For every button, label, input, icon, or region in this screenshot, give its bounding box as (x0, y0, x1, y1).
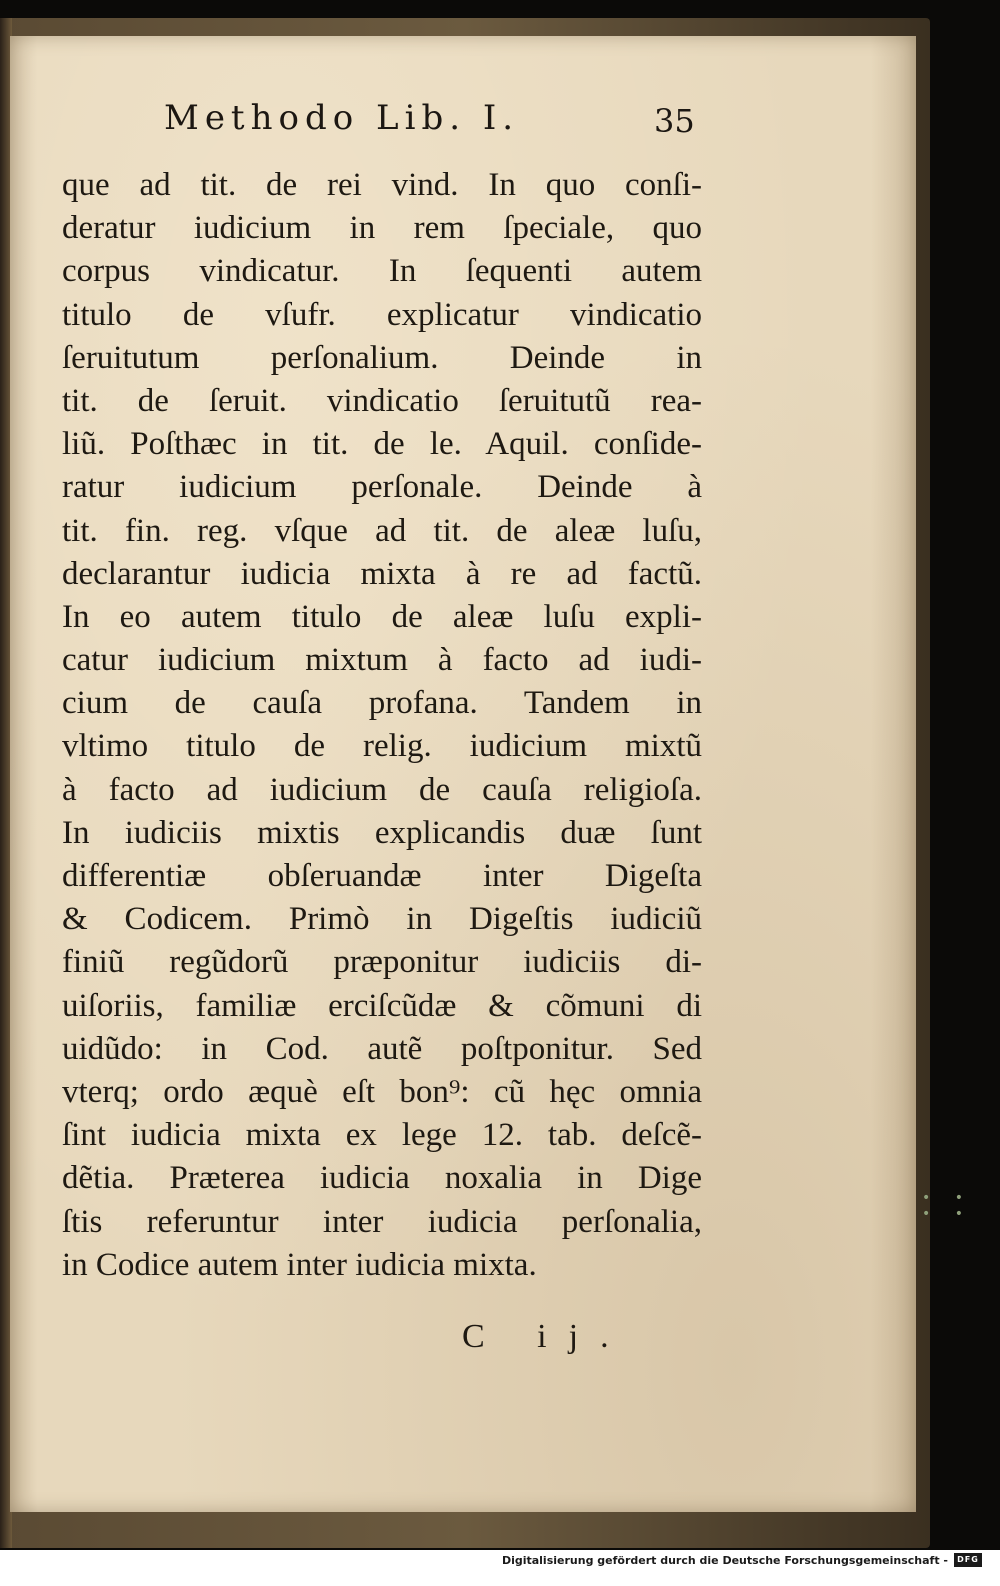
page-number: 35 (654, 102, 695, 140)
running-head: Methodo Lib. I. (164, 98, 520, 138)
body-text (62, 164, 702, 1287)
text-line: ratur iudicium perſonale. Deinde à (62, 469, 702, 506)
text-line: ſeruitutum perſonalium. Deinde in (62, 339, 702, 376)
text-line: cium de cauſa profana. Tandem in (62, 685, 702, 722)
text-line: que ad tit. de rei vind. In quo conſi- (62, 167, 702, 203)
text-line: ſint iudicia mixta ex lege 12. tab. deſcẽ- (62, 1117, 702, 1154)
text-line: ſtis referuntur inter iudicia perſonalia, (62, 1203, 702, 1240)
text-line: à facto ad iudicium de cauſa religioſa. (62, 771, 702, 808)
text-line: declarantur iudicia mixta à re ad factũ. (62, 555, 702, 592)
text-line: corpus vindicatur. In ſequenti autem (62, 253, 702, 290)
text-line: finiũ regũdorũ præponitur iudiciis di- (62, 944, 702, 981)
signature-mark: C ij. (462, 1318, 631, 1355)
text-line: vterq; ordo æquè eſt bon⁹: cũ hęc omnia (62, 1073, 702, 1110)
text-line: uiſoriis, familiæ erciſcũdæ & cõmuni di (62, 987, 702, 1024)
text-line: liũ. Poſthæc in tit. de le. Aquil. conſide- (62, 426, 702, 463)
margin-dots: • • • • (922, 1190, 973, 1222)
text-line: deratur iudicium in rem ſpeciale, quo (62, 210, 702, 247)
text-line: differentiæ obſeruandæ inter Digeſta (62, 858, 702, 894)
text-line: In eo autem titulo de aleæ luſu expli- (62, 598, 702, 635)
text-line: in Codice autem inter iudicia mixta. (62, 1246, 537, 1283)
text-line: In iudiciis mixtis explicandis duæ ſunt (62, 814, 702, 851)
text-line: uidũdo: in Cod. autẽ poſtponitur. Sed (62, 1030, 702, 1067)
text-line: tit. de ſeruit. vindicatio ſeruitutũ rea- (62, 382, 702, 419)
text-line: vltimo titulo de relig. iudicium mixtũ (62, 728, 702, 765)
text-line: dẽtia. Præterea iudicia noxalia in Dige (62, 1160, 702, 1197)
text-line: catur iudicium mixtum à facto ad iudi- (62, 642, 702, 679)
text-line: titulo de vſufr. explicatur vindicatio (62, 296, 702, 333)
digitization-credit: Digitalisierung gefördert durch die Deutsche Forschungsgemeinschaft - (501, 1554, 948, 1567)
text-line: tit. fin. reg. vſque ad tit. de aleæ luſu, (62, 512, 702, 549)
text-line: & Codicem. Primò in Digeſtis iudiciũ (62, 901, 702, 938)
dfg-logo-icon: DFG (954, 1553, 982, 1567)
